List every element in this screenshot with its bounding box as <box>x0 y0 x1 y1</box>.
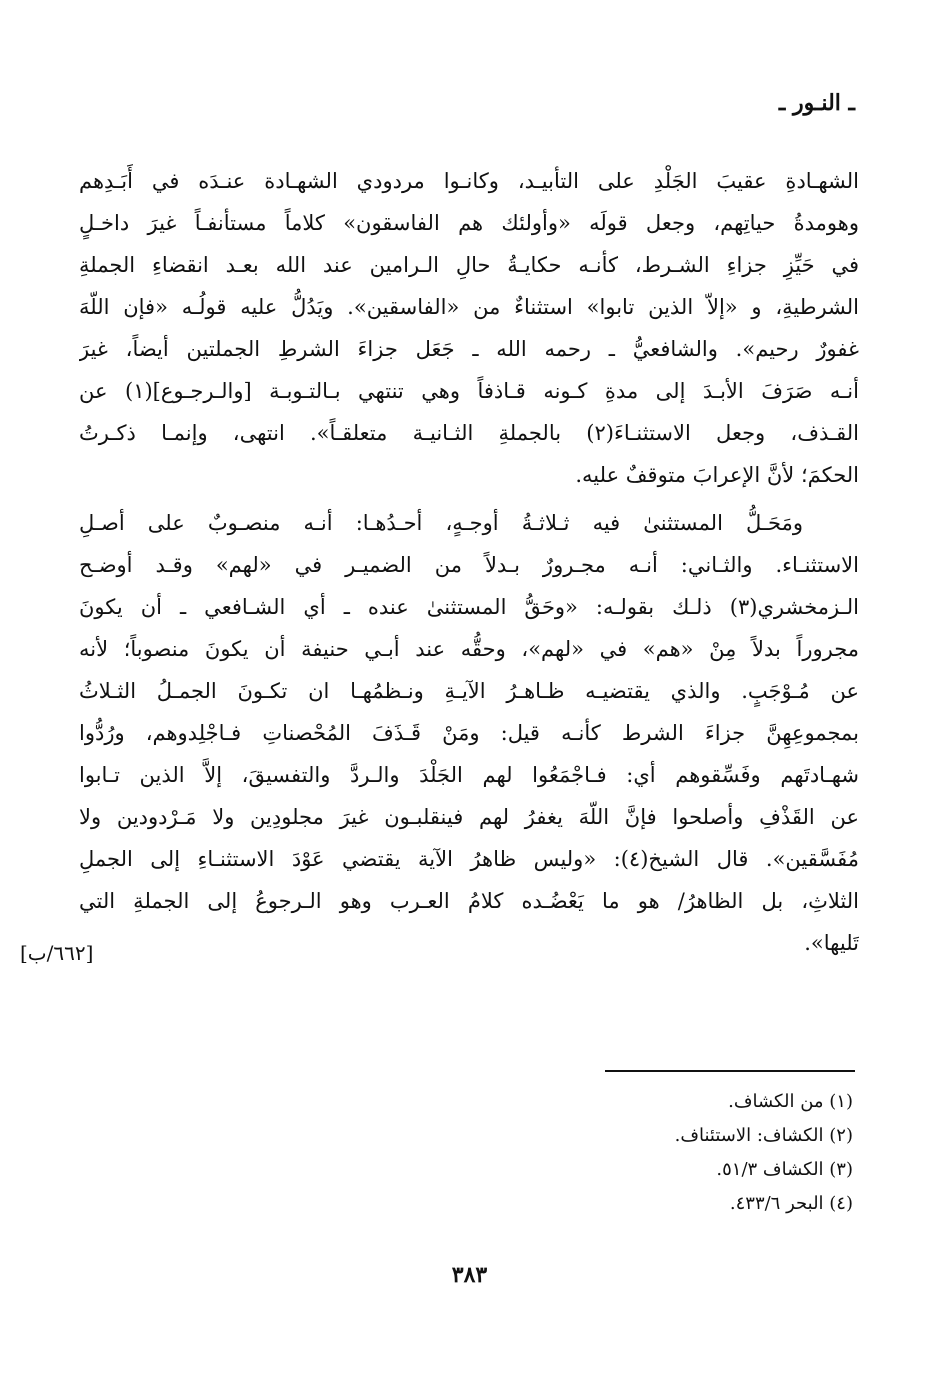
text-line: أنـه صَرَفَ الأبـدَ إلى مدةِ كـونه قـاذفاً وهي تنتهي بـالتـوبـة [والـرجـوع](١) عن <box>79 379 859 403</box>
text-line: القـذف، وجعل الاستثنـاءَ(٢) بالجملةِ الثـانيـة متعلقـاً». انتهى، وإنمـا ذكـرتُ <box>79 421 859 445</box>
text-line: الـزمخشري(٣) ذلـك بقولـه: «وحَقُّ المستثنىٰ عنده ـ أي الشـافعي ـ أن يكونَ <box>79 595 859 619</box>
text-line: تَليها». <box>804 931 859 955</box>
text-line: الحكمَ؛ لأنَّ الإعرابَ متوقفٌ عليه. <box>575 463 859 487</box>
paragraph-2 <box>79 502 859 964</box>
text-line: الشهـادةِ عقيبَ الجَلْدِ على التأبيـد، وكانـوا مردودي الشهـادة عنـدَه في أَبَـدِهم <box>79 169 859 193</box>
paragraph-1 <box>79 160 859 496</box>
text-line: عن القَذْفِ وأصلحوا فإنَّ اللّهَ يغفرُ لهم فينقلبـون غيرَ مجلودِين ولا مَـرْدودين ولا <box>79 805 859 829</box>
text-line: غفورٌ رحيم». والشافعيُّ ـ رحمه الله ـ جَعَل جزاءَ الشرطِ الجملتين أيضاً، غيرَ <box>79 337 859 361</box>
manuscript-folio-marker: [٦٦٢/ب] <box>20 941 94 965</box>
text-line: بمجموعِهِنَّ جزاءَ الشرط كأنـه قيل: ومَنْ قَـذَفَ المُحْصناتِ فـاجْلِدوهم، ورُدُّوا <box>79 721 859 745</box>
footnote-divider <box>605 1070 855 1072</box>
text-line: عن مُـوْجَبٍ. والذي يقتضيـه ظـاهـرُ الآيـةِ ونـظمُهـا ان تكـونَ الجمـلُ الثـلاثُ <box>79 679 859 703</box>
text-line: ومَحَـلُّ المستثنىٰ فيه ثـلاثـةُ أوجـهٍ، أحـدُهـا: أنـه منصـوبٌ على أصـلِ <box>79 511 803 535</box>
running-head: ـ النـور ـ <box>778 90 855 116</box>
page-number: ٣٨٣ <box>451 1262 488 1288</box>
footnote: (١) من الكشاف. <box>728 1091 853 1112</box>
text-line: وهومدةُ حياتِهم، وجعل قولَه «وأولئك هم الفاسقون» كلاماً مستأنفـاً غيرَ داخـلٍ <box>79 211 859 235</box>
text-line: الشرطيةِ، و «إلاّ الذين تابوا» استثناءٌ من «الفاسقين». ويَدُلُّ عليه قولُـه «فإن اللّهَ <box>79 295 859 319</box>
text-line: الاستثنـاء. والثـاني: أنـه مجـرورٌ بـدلاً من الضميـر في «لهم» وقـد أوضـح <box>79 553 859 577</box>
text-line: الثلاثِ، بل الظاهرُ/ هو ما يَعْضُـده كلامُ العـرب وهو الـرجوعُ إلى الجملةِ التي <box>79 889 859 913</box>
body-text <box>79 160 859 964</box>
text-line: شهـادتَهم وفَسِّقوهم أي: فـاجْمَعُوا لهم الجَلْدَ والـردَّ والتفسيقَ، إلاَّ الذين تـابوا <box>79 763 859 787</box>
text-line: مجروراً بدلاً مِنْ «هم» في «لهم»، وحقُّه عند أبـي حنيفة أن يكونَ منصوباً؛ لأنه <box>79 637 859 661</box>
footnote: (٣) الكشاف ٥١/٣. <box>716 1159 853 1180</box>
footnotes <box>675 1085 853 1221</box>
text-line: في حَيِّزِ جزاءِ الشـرط، كأنـه حكايـةُ حالِ الـرامين عند الله بعـد انقضاءِ الجملةِ <box>79 253 859 277</box>
footnote: (٢) الكشاف: الاستئناف. <box>674 1125 853 1146</box>
footnote: (٤) البحر ٤٣٣/٦. <box>729 1193 853 1214</box>
text-line: مُفَسَّقين». قال الشيخ(٤): «وليس ظاهرُ الآية يقتضي عَوْدَ الاستثنـاءِ إلى الجملِ <box>79 847 859 871</box>
